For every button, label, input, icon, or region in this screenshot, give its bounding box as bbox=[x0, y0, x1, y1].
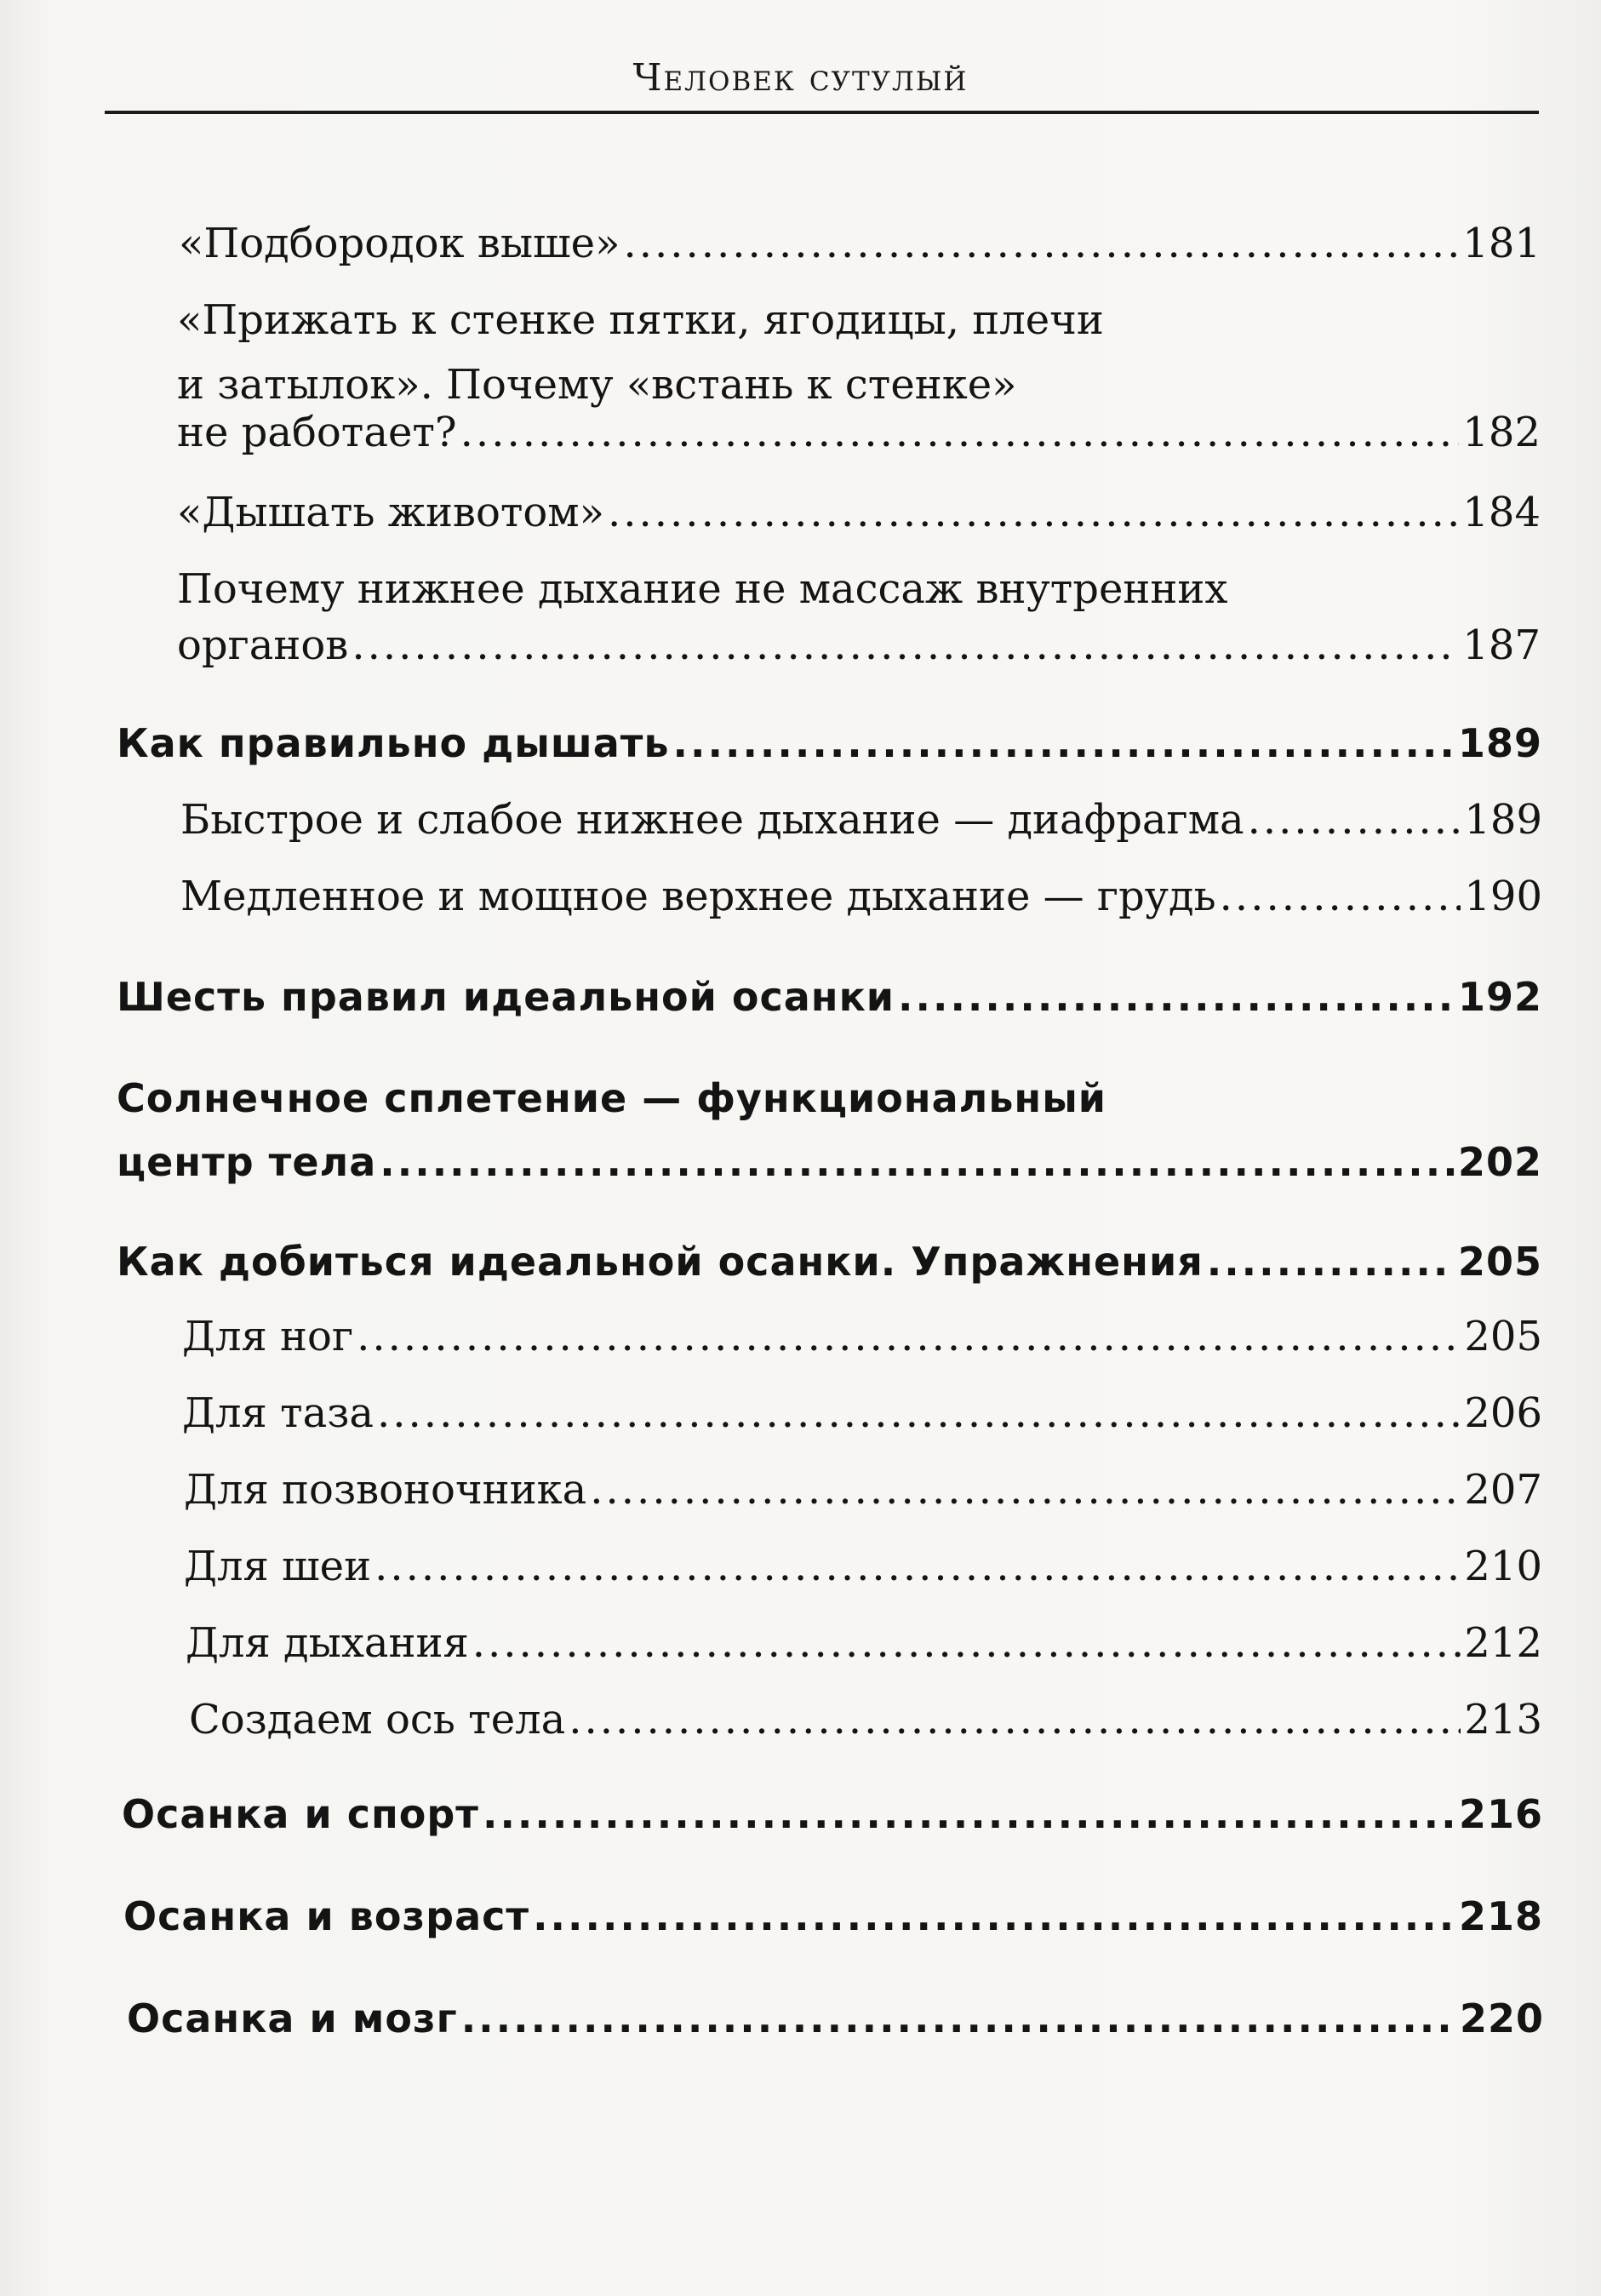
leader-dots bbox=[461, 1995, 1456, 2042]
leader-dots bbox=[569, 1696, 1461, 1743]
toc-page-number: 216 bbox=[1458, 1791, 1543, 1837]
toc-entry-title: Для ног bbox=[182, 1313, 354, 1360]
leader-dots bbox=[533, 1892, 1455, 1940]
toc-page-number: 220 bbox=[1459, 1995, 1544, 2041]
toc-entry bbox=[186, 1619, 1542, 1667]
toc-section-title: центр тела bbox=[117, 1139, 377, 1185]
toc-section-entry bbox=[117, 1138, 1542, 1186]
toc-page-number: 202 bbox=[1457, 1139, 1542, 1185]
leader-dots bbox=[375, 1543, 1461, 1590]
leader-dots bbox=[380, 1138, 1455, 1186]
toc-entry-title: «Подбородок выше» bbox=[179, 220, 620, 267]
toc-section-title: Осанка и возраст bbox=[123, 1893, 530, 1939]
toc-page-number: 184 bbox=[1462, 489, 1541, 536]
toc-page-number: 187 bbox=[1462, 621, 1541, 669]
toc-entry-title: Медленное и мощное верхнее дыхание — грудь bbox=[180, 873, 1216, 920]
toc-section-entry bbox=[117, 1238, 1542, 1285]
leader-dots bbox=[1220, 873, 1461, 920]
toc-entry-title: Для позвоночника bbox=[184, 1466, 587, 1514]
leader-dots bbox=[898, 973, 1455, 1021]
toc-entry-title: Для шеи bbox=[184, 1543, 372, 1590]
toc-entry bbox=[182, 1389, 1542, 1437]
toc-section-title: Как правильно дышать bbox=[117, 720, 670, 766]
leader-dots bbox=[608, 489, 1459, 536]
toc-entry bbox=[189, 1696, 1542, 1743]
toc-page-number: 218 bbox=[1458, 1893, 1543, 1939]
toc-section-title: Шесть правил идеальной осанки bbox=[117, 974, 895, 1020]
toc-section-title: Как добиться идеальной осанки. Упражнения bbox=[117, 1239, 1204, 1285]
toc-page-number: 189 bbox=[1457, 720, 1542, 766]
toc-page-number: 190 bbox=[1464, 873, 1542, 920]
leader-dots bbox=[1248, 796, 1461, 844]
toc-entry-title: «Дышать животом» bbox=[177, 489, 605, 536]
toc-page-number: 205 bbox=[1457, 1239, 1542, 1285]
toc-entry bbox=[177, 621, 1541, 669]
toc-page-number: 189 bbox=[1464, 796, 1542, 844]
toc-entry-title-line: и затылок». Почему «встань к стенке» bbox=[177, 361, 1017, 409]
toc-entry-title: Создаем ось тела bbox=[189, 1696, 566, 1743]
toc-entry-title: органов bbox=[177, 621, 349, 669]
toc-page-number: 182 bbox=[1462, 409, 1541, 456]
leader-dots bbox=[590, 1466, 1461, 1514]
toc-entry-title-line: Почему нижнее дыхание не массаж внутренних bbox=[177, 565, 1228, 613]
toc-page-number: 192 bbox=[1457, 974, 1542, 1020]
toc-entry bbox=[177, 409, 1541, 456]
leader-dots bbox=[460, 409, 1460, 456]
toc-section-entry bbox=[117, 719, 1542, 767]
toc-page-number: 212 bbox=[1464, 1619, 1542, 1667]
leader-dots bbox=[472, 1619, 1461, 1667]
toc-entry bbox=[179, 220, 1541, 267]
leader-dots bbox=[1207, 1238, 1455, 1285]
toc-entry-title: Быстрое и слабое нижнее дыхание — диафрагма bbox=[180, 796, 1244, 844]
toc-page-number: 213 bbox=[1464, 1696, 1542, 1743]
toc-entry-title: не работает? bbox=[177, 409, 457, 456]
leader-dots bbox=[377, 1389, 1461, 1437]
toc-section-title: Осанка и мозг bbox=[127, 1995, 458, 2041]
toc-section-title: Осанка и спорт bbox=[122, 1791, 479, 1837]
toc-page-number: 206 bbox=[1464, 1389, 1542, 1437]
toc-entry-title: Для таза bbox=[182, 1389, 375, 1437]
toc-page-number: 210 bbox=[1464, 1543, 1542, 1590]
leader-dots bbox=[673, 719, 1455, 767]
running-head: Человек сутулый bbox=[632, 56, 969, 100]
toc-entry bbox=[184, 1543, 1542, 1590]
toc-section-entry bbox=[127, 1995, 1544, 2042]
toc-page-number: 181 bbox=[1462, 220, 1541, 267]
leader-dots bbox=[483, 1790, 1455, 1838]
toc-entry bbox=[180, 796, 1542, 844]
toc-section-entry bbox=[123, 1892, 1543, 1940]
toc-page-number: 207 bbox=[1464, 1466, 1542, 1514]
toc-entry-title-line: «Прижать к стенке пятки, ягодицы, плечи bbox=[177, 296, 1104, 344]
toc-entry bbox=[182, 1313, 1542, 1360]
toc-entry-title: Для дыхания bbox=[186, 1619, 469, 1667]
toc-entry bbox=[184, 1466, 1542, 1514]
leader-dots bbox=[623, 220, 1459, 267]
toc-page-number: 205 bbox=[1464, 1313, 1542, 1360]
leader-dots bbox=[352, 621, 1459, 669]
toc-entry bbox=[180, 873, 1542, 920]
toc-section-title-line: Солнечное сплетение — функциональный bbox=[117, 1075, 1107, 1121]
leader-dots bbox=[357, 1313, 1461, 1360]
toc-section-entry bbox=[117, 973, 1542, 1021]
toc-section-entry bbox=[122, 1790, 1543, 1838]
toc-entry bbox=[177, 489, 1541, 536]
